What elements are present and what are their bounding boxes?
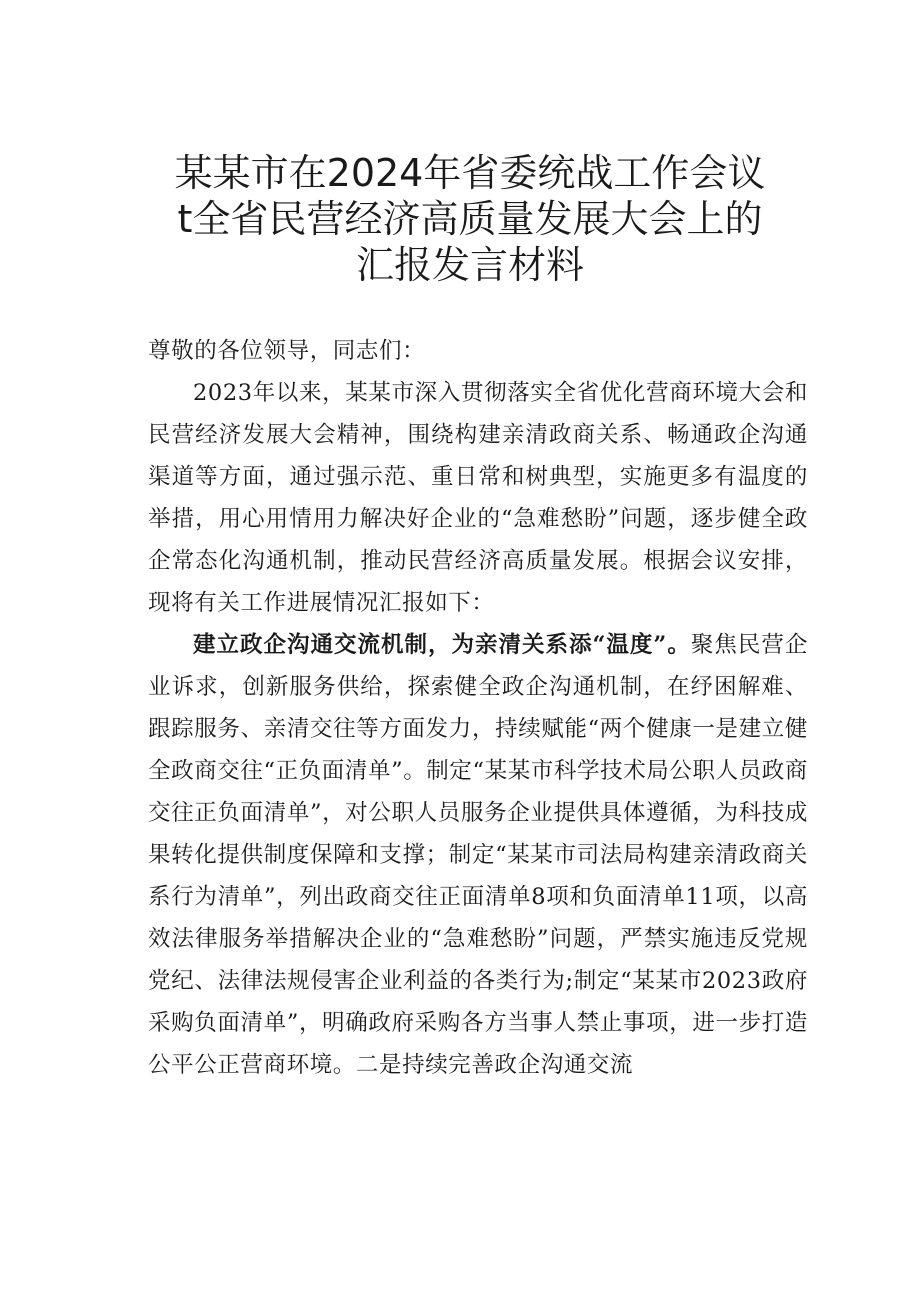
paragraph-section-1: [148, 624, 808, 1086]
paragraph-intro: 2023年以来，某某市深入贯彻落实全省优化营商环境大会和民营经济发展大会精神，围绕构建亲清政商关系、畅通政企沟通渠道等方面，通过强示范、重日常和树典型，实施更多有温度的举措，用心用情用力解决好企业的“急难愁盼”问题，逐步健全政企常态化沟通机制，推动民营经济高质量发展。根据会议安排，现将有关工作进展情况汇报如下：: [148, 380, 808, 616]
document-body: [148, 330, 808, 1086]
salutation: 尊敬的各位领导，同志们：: [148, 338, 426, 364]
title-line-2: t全省民营经济高质量发展大会上的: [177, 197, 763, 241]
section-heading: 建立政企沟通交流机制，为亲清关系添“温度”。: [193, 632, 691, 658]
title-line-1: 某某市在2024年省委统战工作会议: [174, 151, 766, 195]
section-body: 聚焦民营企业诉求，创新服务供给，探索健全政企沟通机制，在纾困解难、跟踪服务、亲清交往等方面发力，持续赋能“两个健康一是建立健全政商交往“正负面清单”。制定“某某市科学技术局公职人员政商交往正负面清单”，对公职人员服务企业提供具体遵循，为科技成果转化提供制度保障和支撑；制定“某某市司法局构建亲清政商关系行为清单”，列出政商交往正面清单8项和负面清单11项，以高效法律服务举措解决企业的“急难愁盼”问题，严禁实施违反党规党纪、法律法规侵害企业利益的各类行为;制定“某某市2023政府采购负面清单”，明确政府采购各方当事人禁止事项，进一步打造公平公正营商环境。二是持续完善政企沟通交流: [148, 632, 809, 1078]
title-line-3: 汇报发言材料: [355, 243, 584, 287]
document-title: [120, 150, 820, 288]
